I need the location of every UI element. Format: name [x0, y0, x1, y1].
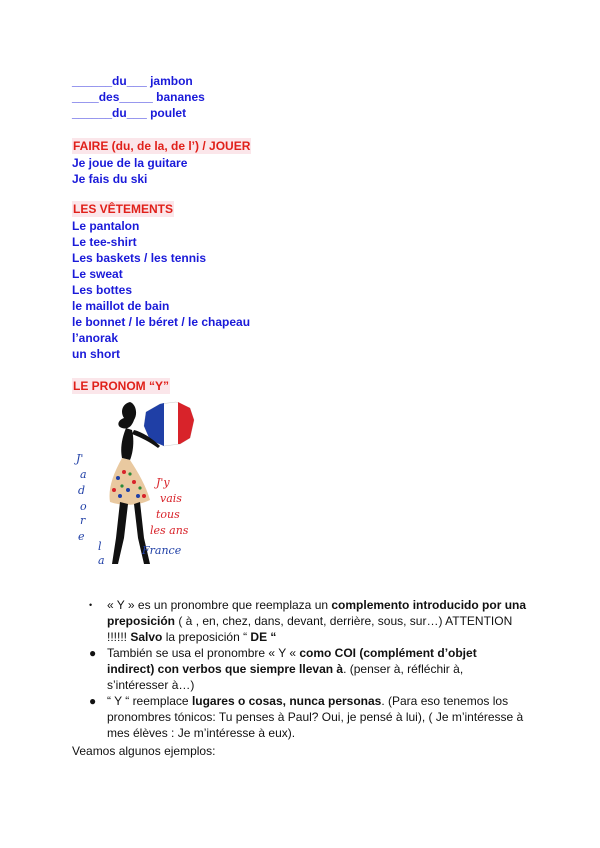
faire-line-1: Je joue de la guitare: [72, 156, 188, 170]
vetement-item: le bonnet / le béret / le chapeau: [72, 315, 251, 329]
article-line-2: ____des_____ bananes: [72, 90, 205, 104]
faire-heading: FAIRE (du, de la, de l’) / JOUER: [73, 139, 251, 153]
bullet-item-2: ● También se usa el pronombre « Y « como COI (complément d’objet indirect) con verbos que siempre llevan à. (penser à, réfléchir à, s’intéresser à…): [89, 646, 477, 692]
vetement-item: un short: [72, 347, 120, 361]
vetement-item: Le pantalon: [72, 219, 140, 233]
vetements-heading: LES VÊTEMENTS: [73, 202, 174, 216]
vetement-item: Les bottes: [72, 283, 133, 297]
vetement-item: le maillot de bain: [72, 299, 170, 313]
vetement-item: l’anorak: [72, 331, 119, 345]
vetement-item: Le tee-shirt: [72, 235, 137, 249]
svg-text:a: a: [80, 468, 87, 481]
pronom-bullet-list: [87, 597, 527, 741]
vetement-item: Les baskets / les tennis: [72, 251, 207, 265]
vertical-script-text: [74, 452, 105, 567]
bullet-marker: ●: [89, 646, 97, 660]
svg-text:J': J': [76, 452, 84, 465]
script-line-2: vais: [160, 492, 182, 505]
bullet-item-1: • « Y » es un pronombre que reemplaza un complemento introducido por una preposición ( à , en, chez, dans, devant, derrière, sous, sur…) ATTENTION !!!!!! Salvo la preposición “ DE “: [89, 598, 527, 644]
vetements-section: [72, 200, 250, 362]
faire-section: [72, 137, 251, 187]
svg-text:l: l: [98, 540, 102, 553]
articles-block: [72, 73, 205, 121]
vetement-item: Le sweat: [72, 267, 123, 281]
script-line-3: tous: [156, 508, 180, 521]
examples-intro: Veamos algunos ejemplos:: [72, 744, 216, 758]
bullet-marker: •: [89, 600, 93, 610]
pronom-heading: LE PRONOM “Y”: [73, 379, 170, 393]
svg-text:r: r: [80, 514, 86, 527]
bullet-item-3: ● “ Y “ reemplace lugares o cosas, nunca personas. (Para eso tenemos los pronombres tónicos: Tu penses à Paul? Oui, je pensé à lui), ( Je m’intéresse à mes élèves : Je m’intéresse à eux).: [89, 694, 524, 740]
bullet-marker: ●: [89, 694, 97, 708]
svg-text:o: o: [80, 500, 87, 513]
script-line-4: les ans: [150, 524, 189, 537]
jadore-france-illustration: [72, 398, 202, 570]
svg-text:e: e: [78, 530, 85, 543]
svg-text:a: a: [98, 554, 105, 567]
article-line-1: ______du___ jambon: [72, 74, 193, 88]
script-line-1: J'y: [156, 476, 170, 489]
faire-line-2: Je fais du ski: [72, 172, 148, 186]
svg-text:d: d: [78, 484, 86, 497]
script-france: France: [142, 544, 182, 557]
article-line-3: ______du___ poulet: [72, 106, 187, 120]
vertical-script-source: J'adore la: [72, 398, 77, 399]
pronom-section: [72, 377, 170, 395]
